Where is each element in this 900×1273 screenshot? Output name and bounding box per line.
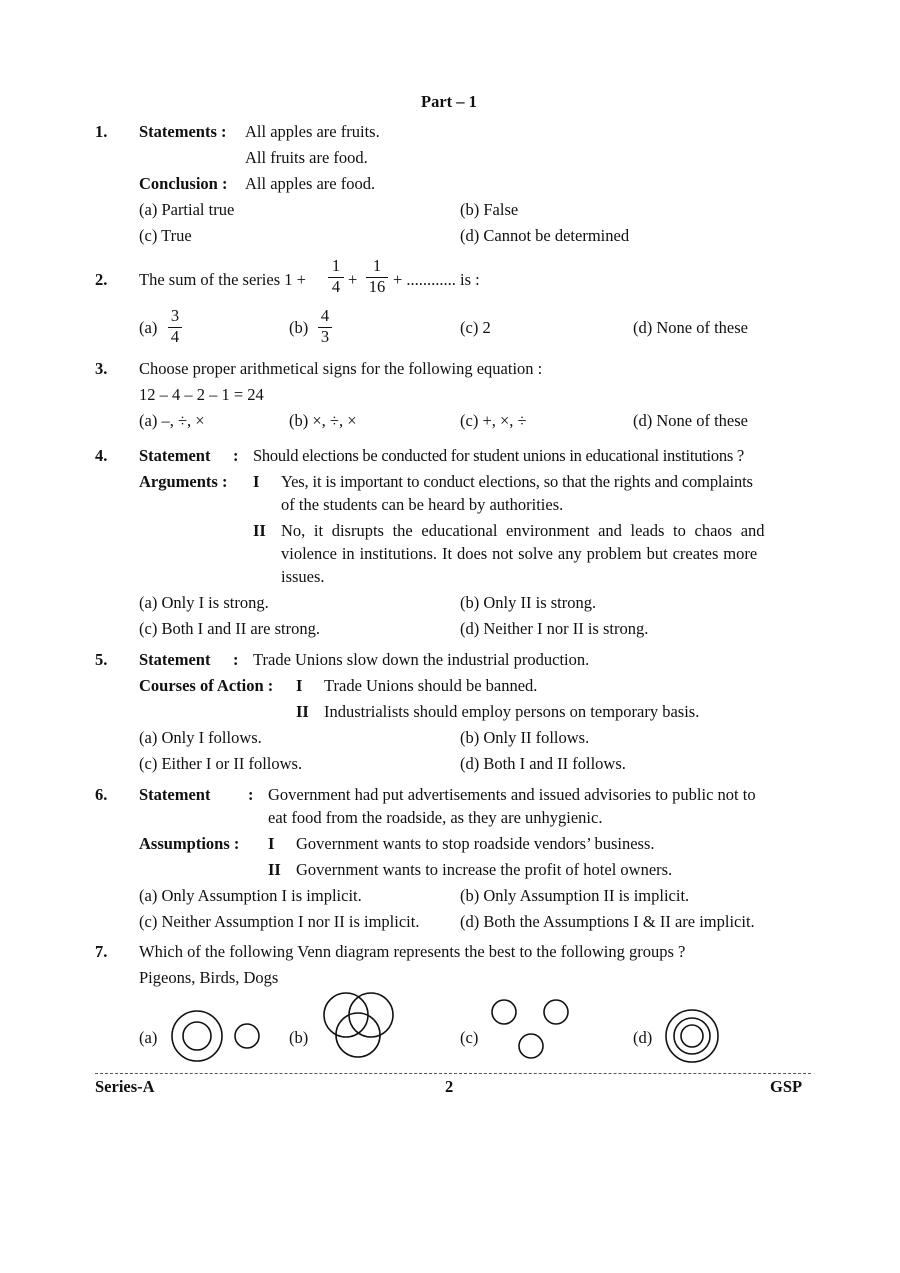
option-d: (d) Both I and II follows. xyxy=(460,754,626,773)
question-number: 4. xyxy=(95,446,108,465)
venn-diagram-d xyxy=(664,1008,720,1064)
course-1-text: Trade Unions should be banned. xyxy=(324,676,538,695)
colon: : xyxy=(233,446,239,465)
colon: : xyxy=(248,785,254,804)
colon: : xyxy=(233,650,239,669)
option-a: (a) Partial true xyxy=(139,200,235,219)
assumption-2-label: II xyxy=(268,860,281,879)
option-a-label: (a) xyxy=(139,318,158,337)
question-number: 5. xyxy=(95,650,108,669)
assumptions-label: Assumptions : xyxy=(139,834,240,853)
fraction xyxy=(366,256,388,297)
assumption-1-label: I xyxy=(268,834,275,853)
argument-2-text: No, it disrupts the educational environment and leads to chaos and xyxy=(281,521,765,540)
statement-text: eat food from the roadside, as they are unhygienic. xyxy=(268,808,603,827)
question-number: 7. xyxy=(95,942,108,961)
option-b: (b) ×, ÷, × xyxy=(289,411,357,430)
statement-text: All fruits are food. xyxy=(245,148,368,167)
course-1-label: I xyxy=(296,676,303,695)
conclusion-text: All apples are food. xyxy=(245,174,376,193)
statement-text: All apples are fruits. xyxy=(245,122,380,141)
statement-label: Statement xyxy=(139,785,211,804)
numerator: 4 xyxy=(320,306,330,325)
arguments-label: Arguments : xyxy=(139,472,228,491)
option-a-label: (a) xyxy=(139,1028,158,1047)
fraction xyxy=(318,306,332,347)
footer-divider xyxy=(95,1073,811,1074)
option-b-label: (b) xyxy=(289,1028,309,1047)
option-a: (a) Only Assumption I is implicit. xyxy=(139,886,362,905)
course-2-text: Industrialists should employ persons on temporary basis. xyxy=(324,702,700,721)
option-c: (c) +, ×, ÷ xyxy=(460,411,527,430)
option-b: (b) Only II is strong. xyxy=(460,593,597,612)
statement-text: Should elections be conducted for student unions in educational institutions ? xyxy=(253,446,744,465)
question-text: Which of the following Venn diagram represents the best to the following groups ? xyxy=(139,942,686,961)
option-c: (c) Both I and II are strong. xyxy=(139,619,320,638)
option-b-label: (b) xyxy=(289,318,309,337)
fraction xyxy=(328,256,344,297)
statement-text: Government had put advertisements and issued advisories to public not to xyxy=(268,785,756,804)
option-d: (d) Cannot be determined xyxy=(460,226,630,245)
question-text: Choose proper arithmetical signs for the following equation : xyxy=(139,359,543,378)
statement-label: Statement xyxy=(139,446,211,465)
courses-of-action-label: Courses of Action : xyxy=(139,676,274,695)
question-text-suffix: + ............ is : xyxy=(393,270,480,289)
option-d: (d) Neither I nor II is strong. xyxy=(460,619,649,638)
venn-diagram-c xyxy=(490,998,572,1062)
footer-page-number: 2 xyxy=(445,1077,454,1096)
numerator: 1 xyxy=(331,256,341,275)
option-d: (d) Both the Assumptions I & II are implicit. xyxy=(460,912,755,931)
argument-2-label: II xyxy=(253,521,266,540)
option-a: (a) –, ÷, × xyxy=(139,411,205,430)
question-number: 1. xyxy=(95,122,108,141)
groups-text: Pigeons, Birds, Dogs xyxy=(139,968,279,987)
argument-1-text: Yes, it is important to conduct elections, so that the rights and complaints xyxy=(281,472,753,491)
assumption-2-text: Government wants to increase the profit of hotel owners. xyxy=(296,860,673,879)
footer-series: Series-A xyxy=(95,1077,155,1096)
assumption-1-text: Government wants to stop roadside vendors’ business. xyxy=(296,834,655,853)
numerator: 3 xyxy=(170,306,180,325)
venn-diagram-b xyxy=(320,990,398,1060)
denominator: 4 xyxy=(170,327,180,346)
question-text: The sum of the series 1 + xyxy=(139,270,306,289)
argument-2-text: issues. xyxy=(281,567,325,586)
option-a: (a) Only I is strong. xyxy=(139,593,269,612)
option-c-label: (c) xyxy=(460,1028,479,1047)
option-b: (b) Only II follows. xyxy=(460,728,590,747)
option-d-label: (d) xyxy=(633,1028,653,1047)
option-b: (b) Only Assumption II is implicit. xyxy=(460,886,690,905)
option-c: (c) Neither Assumption I nor II is implicit. xyxy=(139,912,420,931)
option-b: (b) False xyxy=(460,200,519,219)
argument-1-label: I xyxy=(253,472,260,491)
option-d: (d) None of these xyxy=(633,318,749,337)
denominator: 3 xyxy=(320,327,330,346)
option-a: (a) Only I follows. xyxy=(139,728,262,747)
question-number: 6. xyxy=(95,785,108,804)
argument-2-text: violence in institutions. It does not solve any problem but creates more xyxy=(281,544,758,563)
statements-label: Statements : xyxy=(139,122,227,141)
question-number: 3. xyxy=(95,359,108,378)
course-2-label: II xyxy=(296,702,309,721)
footer-code: GSP xyxy=(770,1077,803,1096)
option-d: (d) None of these xyxy=(633,411,749,430)
page-title: Part – 1 xyxy=(421,92,477,111)
plus-sign: + xyxy=(348,270,358,289)
statement-label: Statement xyxy=(139,650,211,669)
question-number: 2. xyxy=(95,270,108,289)
option-c: (c) True xyxy=(139,226,192,245)
denominator: 4 xyxy=(331,277,341,296)
argument-1-text: of the students can be heard by authorities. xyxy=(281,495,564,514)
venn-diagram-a xyxy=(170,1008,266,1064)
option-c: (c) Either I or II follows. xyxy=(139,754,303,773)
fraction xyxy=(168,306,182,347)
statement-text: Trade Unions slow down the industrial production. xyxy=(253,650,590,669)
option-c: (c) 2 xyxy=(460,318,491,337)
conclusion-label: Conclusion : xyxy=(139,174,228,193)
denominator: 16 xyxy=(368,277,386,296)
equation: 12 – 4 – 2 – 1 = 24 xyxy=(139,385,264,404)
numerator: 1 xyxy=(372,256,382,275)
